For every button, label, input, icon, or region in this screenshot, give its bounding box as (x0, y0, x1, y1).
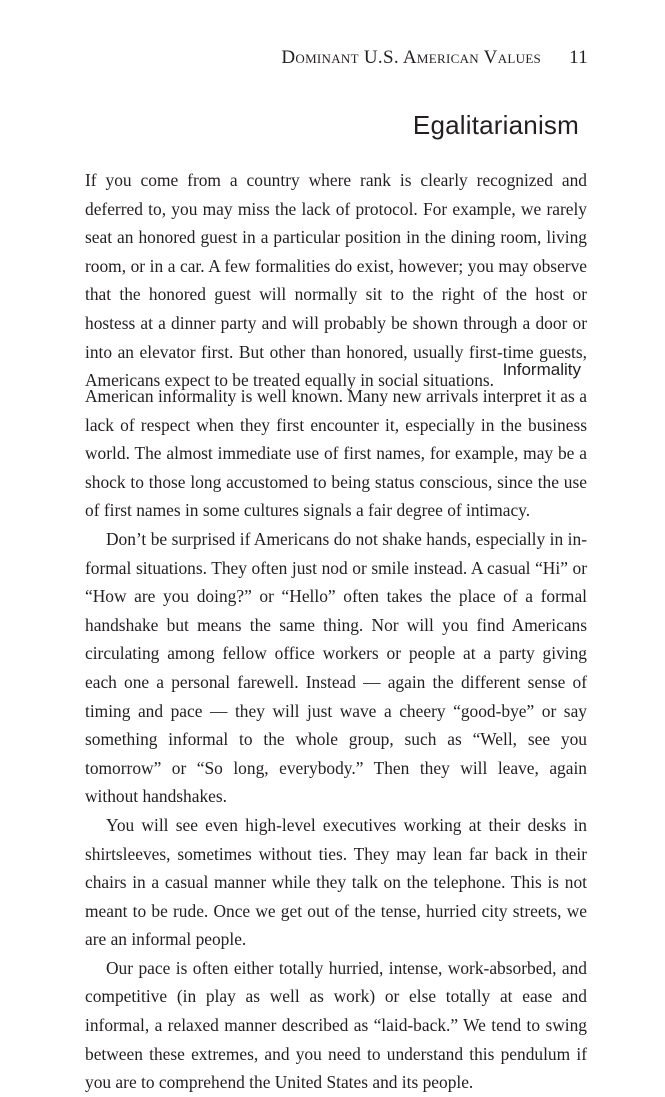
running-head (281, 47, 588, 69)
informality-body (85, 382, 587, 1097)
section-title: Egalitarianism (412, 110, 579, 140)
running-head-title: Dominant U.S. American Values (281, 47, 542, 68)
paragraph: Don’t be surprised if Americans do not shake hands, especially in informal situations. They often just nod or smile instead. A casual “Hi” or “How are you doing?” or “Hello” often takes the place of a formal handshake but means the same thing. Nor will you find Americans circulating among fellow office workers or people at a party giving each one a personal farewell. Instead — again the different sense of timing and pace — they will just wave a cheery “good-bye” or say something informal to the whole group, such as “Well, see you tomorrow” or “So long, everybody.” Then they will leave, again without handshakes. (85, 528, 587, 807)
page-number: 11 (569, 47, 588, 68)
paragraph: Our pace is often either totally hurried, intense, work-absorbed, and competitive (in play as well as work) or else totally at ease and informal, a relaxed manner described as “laid-back.” We tend to swing between these extremes, and you need to understand this pendulum if you are to comprehend the United States and its people. (85, 957, 587, 1093)
paragraph: If you come from a country where rank is clearly recognized and deferred to, you may miss the lack of protocol. For example, we rarely seat an honored guest in a particular position in the dining room, living room, or in a car. A few formalities do exist, however; you may observe that the honored guest will normally sit to the right of the host or hostess at a dinner party and will probably be shown through a door or into an elevator first. But other than honored, usually first-time guests, Americans expect to be treated equally in social situations. (85, 170, 587, 391)
paragraph: American informality is well known. Many new arrivals interpret it as a lack of respect when they first encounter it, especially in the business world. The almost immediate use of first names, for example, may be a shock to those long accustomed to being status conscious, since the use of first names in some cultures signals a fair degree of intimacy. (85, 386, 587, 521)
paragraph: You will see even high-level executives working at their desks in shirtsleeves, sometimes without ties. They may lean far back in their chairs in a casual manner while they talk on the telephone. This is not meant to be rude. Once we get out of the tense, hurried city streets, we are an informal people. (85, 814, 587, 950)
subsection-title: Informality (502, 360, 581, 379)
